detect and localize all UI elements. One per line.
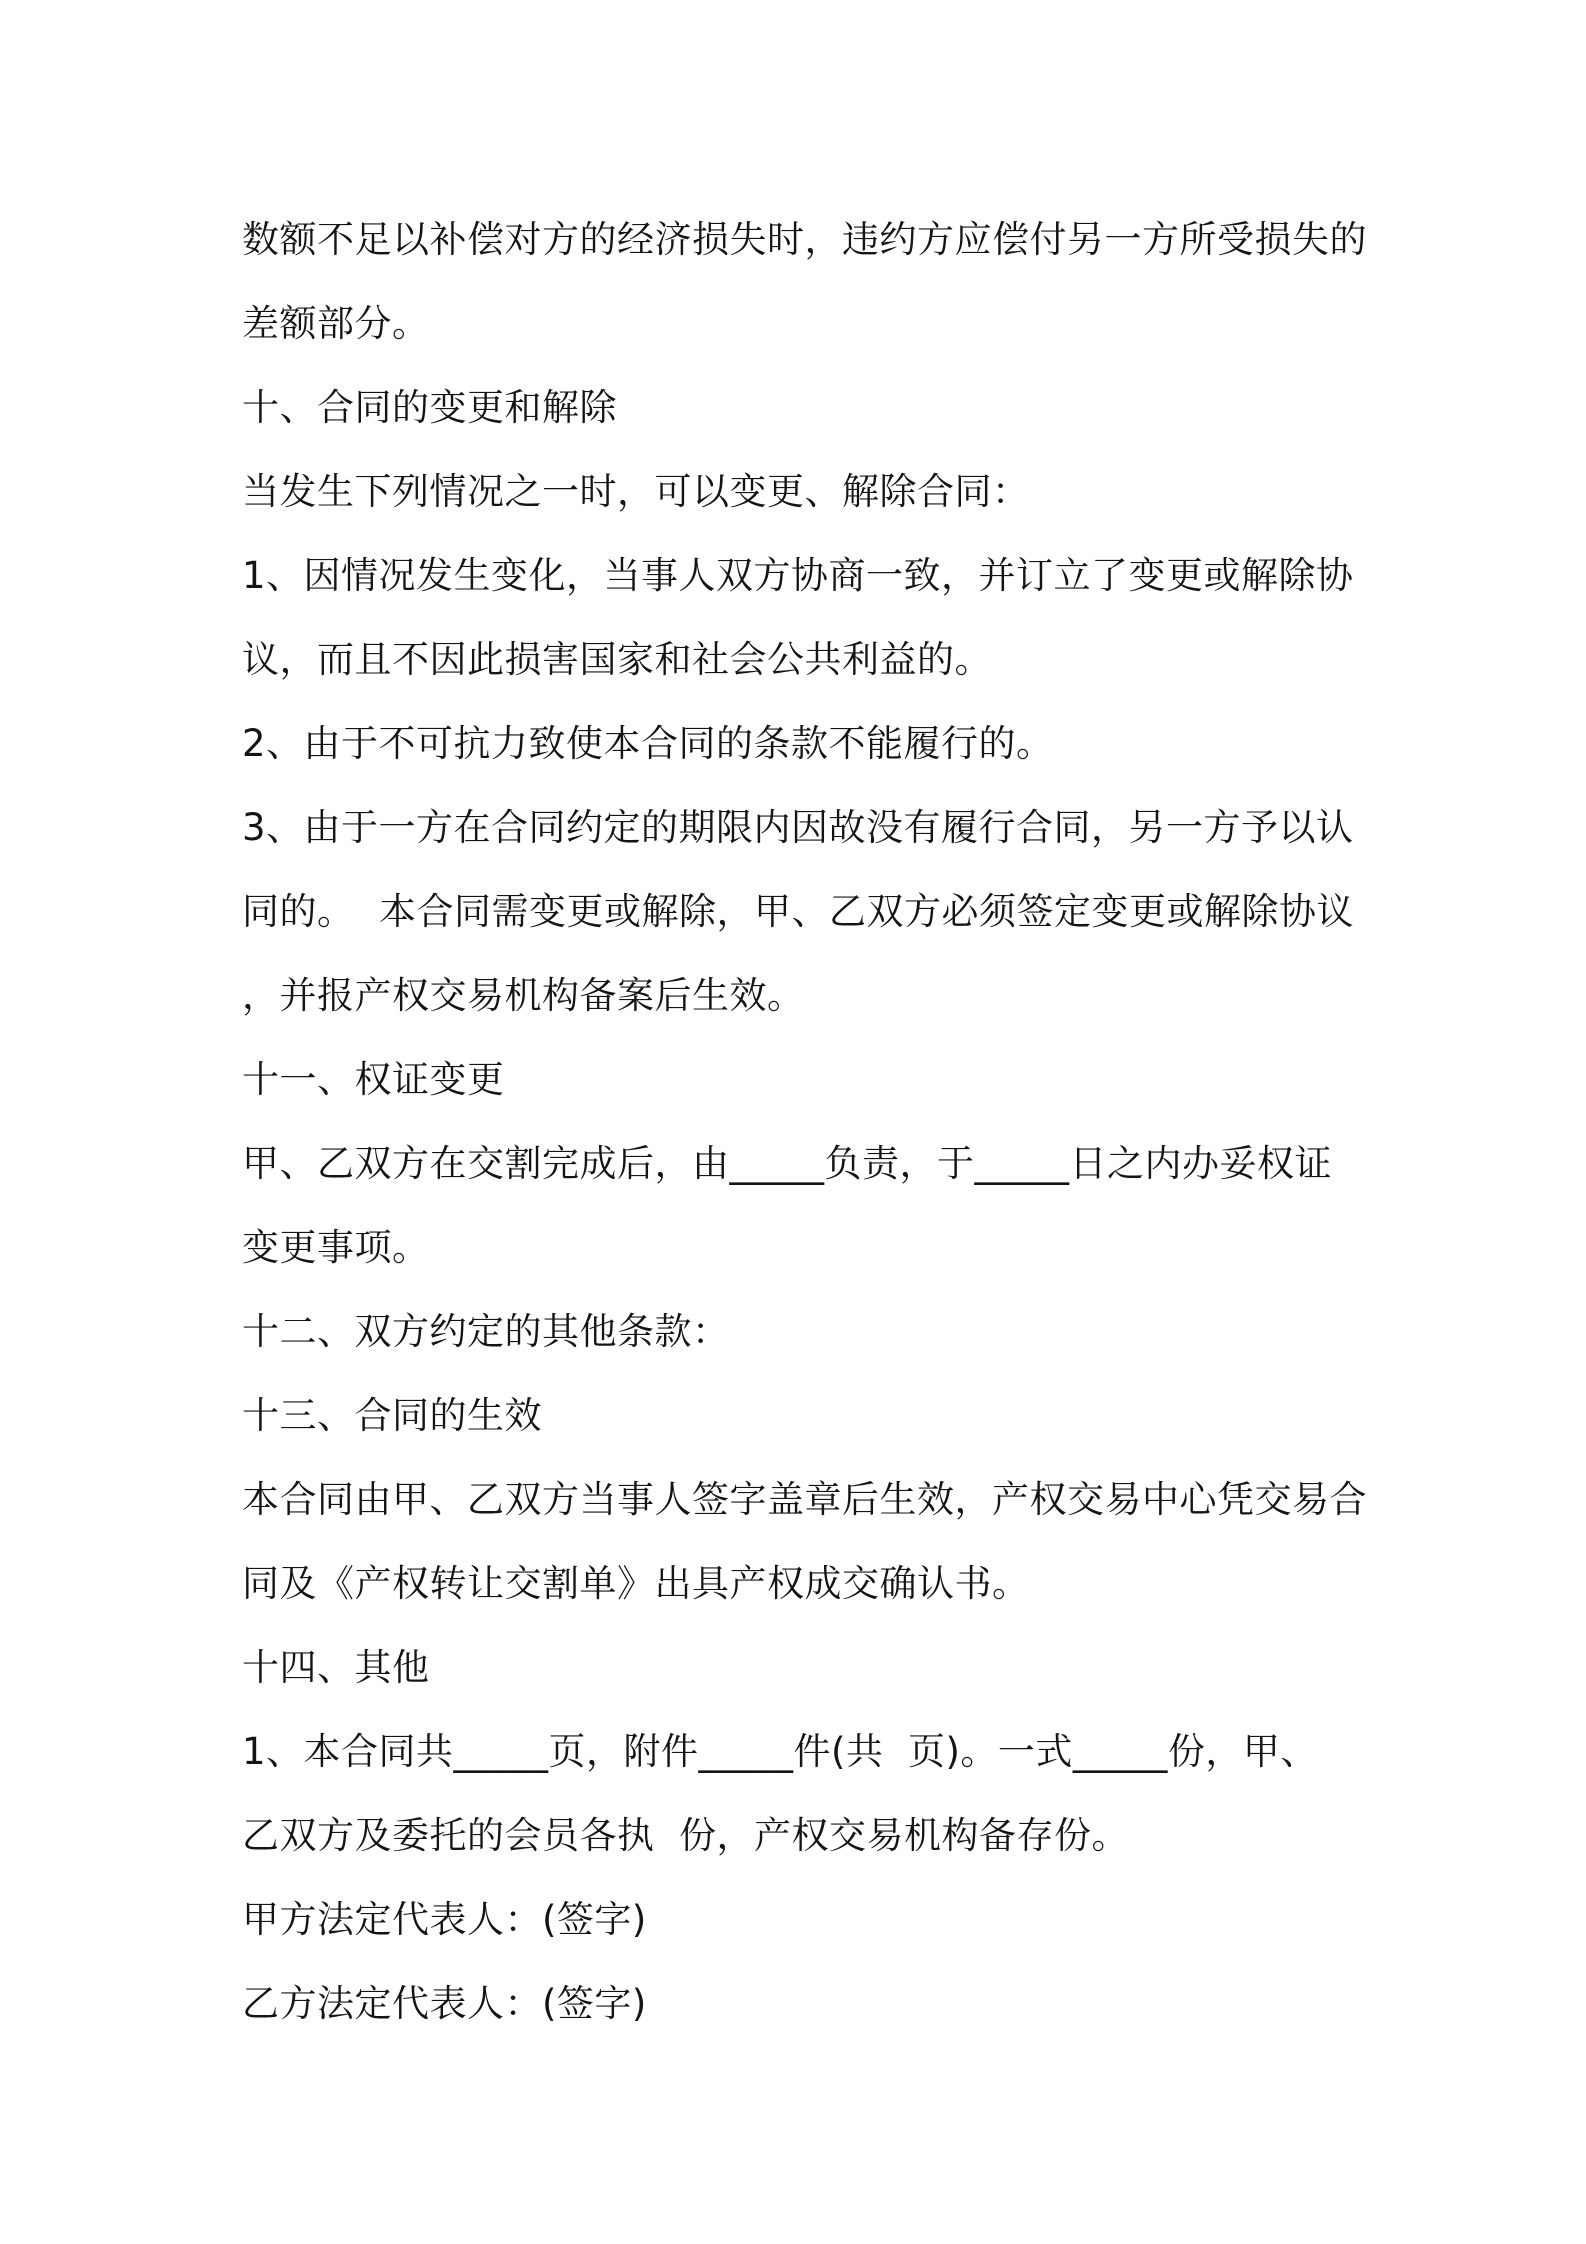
section-heading: 十三、合同的生效 — [242, 1394, 542, 1437]
list-item: 2、由于不可抗力致使本合同的条款不能履行的。 — [242, 722, 1054, 765]
paragraph-line: 同的。 本合同需变更或解除，甲、乙双方必须签定变更或解除协议 — [242, 890, 1355, 933]
section-heading: 十一、权证变更 — [242, 1058, 505, 1101]
paragraph-line: 数额不足以补偿对方的经济损失时，违约方应偿付另一方所受损失的 — [242, 218, 1367, 261]
signature-line-party-b: 乙方法定代表人：(签字) — [242, 1982, 647, 2025]
paragraph-line: 议，而且不因此损害国家和社会公共利益的。 — [242, 638, 992, 681]
list-item: 1、本合同共_____页，附件_____件(共 页)。一式_____份，甲、 — [242, 1730, 1318, 1773]
paragraph-line: 本合同由甲、乙双方当事人签字盖章后生效，产权交易中心凭交易合 — [242, 1478, 1367, 1521]
paragraph-line: 当发生下列情况之一时，可以变更、解除合同： — [242, 470, 1030, 513]
paragraph-line: 乙双方及委托的会员各执 份，产权交易机构备存份。 — [242, 1814, 1130, 1857]
document-body — [242, 198, 1367, 2046]
paragraph-line: 甲、乙双方在交割完成后，由_____负责，于_____日之内办妥权证 — [242, 1142, 1332, 1185]
section-heading: 十、合同的变更和解除 — [242, 386, 617, 429]
section-heading: 十四、其他 — [242, 1646, 430, 1689]
paragraph-line: 同及《产权转让交割单》出具产权成交确认书。 — [242, 1562, 1030, 1605]
signature-line-party-a: 甲方法定代表人：(签字) — [242, 1898, 647, 1941]
list-item: 1、因情况发生变化，当事人双方协商一致，并订立了变更或解除协 — [242, 554, 1354, 597]
paragraph-line: 差额部分。 — [242, 302, 430, 345]
section-heading: 十二、双方约定的其他条款： — [242, 1310, 730, 1353]
paragraph-line: 变更事项。 — [242, 1226, 430, 1269]
paragraph-line: ，并报产权交易机构备案后生效。 — [242, 974, 805, 1017]
list-item: 3、由于一方在合同约定的期限内因故没有履行合同，另一方予以认 — [242, 806, 1354, 849]
